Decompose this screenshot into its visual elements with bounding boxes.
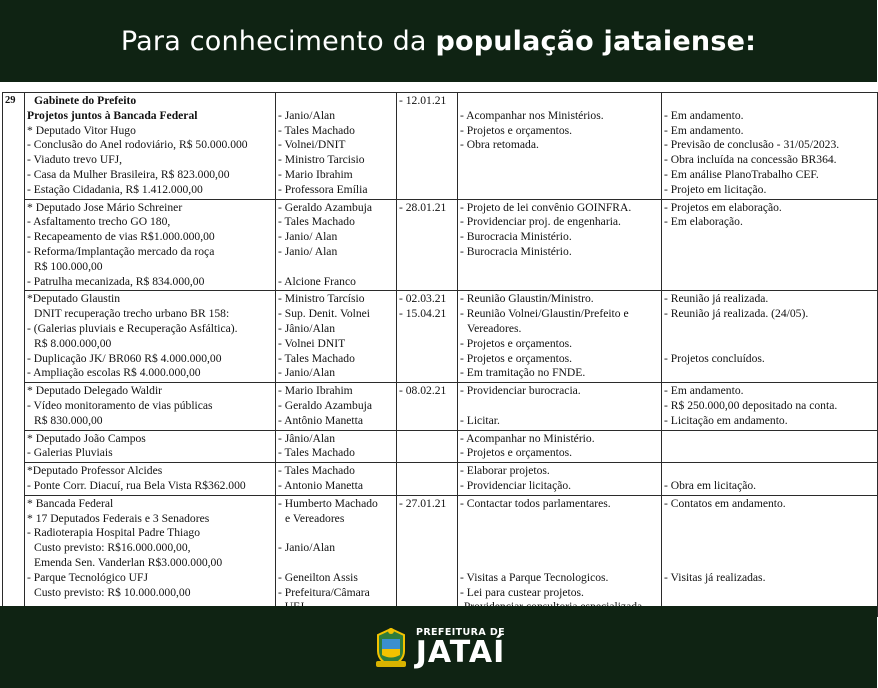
logo-main-text: JATAÍ (415, 634, 506, 670)
cell-line: - Humberto Machado (278, 496, 378, 510)
cell-line (664, 512, 875, 527)
cell-line: * Deputado João Campos (27, 431, 146, 445)
cell-line: - R$ 250.000,00 depositado na conta. (664, 398, 838, 412)
cell-line: - Em andamento. (664, 123, 744, 137)
cell-line: - Janio/ Alan (278, 244, 338, 258)
cell-line: - Vídeo monitoramento de vias públicas (27, 398, 213, 412)
cell-line: * Bancada Federal (27, 496, 114, 510)
cell-line: - Projetos em elaboração. (664, 200, 782, 214)
cell-line: - Geraldo Azambuja (278, 200, 373, 214)
cell-line: - Obra em licitação. (664, 478, 757, 492)
table-cell-col4 (458, 291, 662, 383)
cell-line: - Antônio Manetta (278, 413, 364, 427)
table-cell-col1 (25, 495, 276, 616)
cell-spacer (664, 94, 875, 109)
cell-line: * Deputado Jose Mário Schreiner (27, 200, 183, 214)
cell-spacer (278, 94, 394, 109)
table-cell-col3 (397, 383, 458, 430)
cell-line: - 28.01.21 (399, 200, 447, 214)
table-cell-col5 (662, 463, 878, 496)
table-row (3, 199, 878, 291)
cell-line: *Deputado Professor Alcides (27, 464, 163, 478)
cell-line: - Professora Emília (278, 182, 368, 196)
cell-line: - Projetos e orçamentos. (460, 123, 573, 137)
cell-line: - Projeto em licitação. (664, 182, 767, 196)
cell-line: - Asfaltamento trecho GO 180, (27, 215, 171, 229)
cell-line: - Janio/ Alan (278, 230, 338, 244)
cell-line: - Ponte Corr. Diacuí, rua Bela Vista R$362.000 (27, 478, 246, 492)
cell-line: - Lei para custear projetos. (460, 585, 584, 599)
cell-line: Vereadores. (467, 321, 522, 335)
cell-line: Custo previsto: R$ 10.000.000,00 (34, 585, 191, 599)
cell-line: - Parque Tecnológico UFJ (27, 570, 149, 584)
cell-line: - Em elaboração. (664, 215, 743, 229)
cell-line: - Providenciar licitação. (460, 478, 572, 492)
cell-line: - Viaduto trevo UFJ, (27, 153, 123, 167)
table-cell-col2 (276, 93, 397, 200)
table-cell-col4 (458, 430, 662, 463)
table-cell-col3 (397, 93, 458, 200)
cell-line: - Patrulha mecanizada, R$ 834.000,00 (27, 274, 205, 288)
cell-line: - Mario Ibrahim (278, 167, 353, 181)
bottom-banner (0, 606, 877, 688)
table-cell-col2 (276, 199, 397, 291)
cell-line: Custo previsto: R$16.000.000,00, (34, 541, 191, 555)
banner-title-regular: Para conhecimento da (120, 25, 436, 57)
cell-line: - Sup. Denit. Volnei (278, 307, 371, 321)
cell-line: DNIT recuperação trecho urbano BR 158: (34, 307, 230, 321)
cell-line: - Contactar todos parlamentares. (460, 496, 611, 510)
cell-spacer (460, 94, 659, 109)
cell-line: - Em andamento. (664, 384, 744, 398)
cell-line: - Tales Machado (278, 123, 355, 137)
cell-line: - (Galerias pluviais e Recuperação Asfáltica). (27, 321, 238, 335)
cell-line: R$ 8.000.000,00 (34, 336, 112, 350)
cell-line: - Contatos em andamento. (664, 496, 786, 510)
table-cell-col3 (397, 291, 458, 383)
cell-line (460, 556, 659, 571)
table-cell-col1 (25, 430, 276, 463)
cell-line: - Janio/Alan (278, 108, 335, 122)
prefeitura-logo (372, 625, 506, 669)
table-cell-col5 (662, 199, 878, 291)
cell-line: - Antonio Manetta (278, 478, 364, 492)
cell-line: - Burocracia Ministério. (460, 230, 572, 244)
cell-line: - Burocracia Ministério. (460, 244, 572, 258)
cell-line: - Visitas a Parque Tecnologicos. (460, 570, 609, 584)
table-cell-col5 (662, 291, 878, 383)
cell-line: - Obra retomada. (460, 138, 539, 152)
table-cell-col5 (662, 93, 878, 200)
document-page (0, 82, 877, 606)
cell-line: * 17 Deputados Federais e 3 Senadores (27, 511, 210, 525)
table-cell-col2 (276, 430, 397, 463)
cell-line: - Duplicação JK/ BR060 R$ 4.000.000,00 (27, 351, 222, 365)
cell-line: - Casa da Mulher Brasileira, R$ 823.000,00 (27, 167, 230, 181)
table-cell-col3 (397, 199, 458, 291)
cell-line: - Ampliação escolas R$ 4.000.000,00 (27, 366, 201, 380)
cell-line: R$ 830.000,00 (34, 413, 103, 427)
cell-line: - Projetos e orçamentos. (460, 446, 573, 460)
section-heading: Gabinete do Prefeito (34, 94, 137, 107)
table-cell-col5 (662, 495, 878, 616)
cell-line: - Reforma/Implantação mercado da roça (27, 244, 215, 258)
cell-line: - Tales Machado (278, 464, 355, 478)
cell-line (664, 556, 875, 571)
table-cell-col2 (276, 495, 397, 616)
table-cell-col1 (25, 463, 276, 496)
cell-line: - Em análise PlanoTrabalho CEF. (664, 167, 819, 181)
cell-line: Emenda Sen. Vanderlan R$3.000.000,00 (34, 555, 223, 569)
cell-line: - Reunião Volnei/Glaustin/Prefeito e (460, 307, 629, 321)
table-cell-col4 (458, 199, 662, 291)
cell-line: - 08.02.21 (399, 384, 447, 398)
table-cell-col5 (662, 383, 878, 430)
cell-line: - Acompanhar nos Ministérios. (460, 108, 604, 122)
table-row (3, 93, 878, 200)
cell-line: - Ministro Tarcísio (278, 292, 365, 306)
cell-line: - Galerias Pluviais (27, 446, 113, 460)
cell-line: - Volnei DNIT (278, 336, 346, 350)
table-cell-col4 (458, 383, 662, 430)
cell-line: e Vereadores (285, 511, 345, 525)
cell-line (664, 322, 875, 337)
cell-line: - Reunião já realizada. (24/05). (664, 307, 809, 321)
cell-line: - Reunião Glaustin/Ministro. (460, 292, 594, 306)
agenda-table (2, 92, 878, 617)
cell-line: - Tales Machado (278, 215, 355, 229)
cell-line (460, 541, 659, 556)
cell-line: - Previsão de conclusão - 31/05/2023. (664, 138, 840, 152)
cell-line (278, 260, 394, 275)
cell-line: - Projetos e orçamentos. (460, 336, 573, 350)
item-number: 29 (3, 93, 25, 617)
banner-title (121, 26, 756, 57)
table-cell-col1 (25, 199, 276, 291)
table-cell-col1 (25, 93, 276, 200)
cell-line: - Prefeitura/Câmara (278, 585, 370, 599)
cell-line (278, 556, 394, 571)
cell-line: - Tales Machado (278, 351, 355, 365)
table-cell-col3 (397, 495, 458, 616)
cell-line (460, 399, 659, 414)
section-heading: Projetos juntos à Bancada Federal (27, 108, 198, 122)
top-banner (0, 0, 877, 82)
cell-line: - Mario Ibrahim (278, 384, 353, 398)
table-row (3, 495, 878, 616)
cell-line: - Janio/Alan (278, 541, 335, 555)
cell-line: - 27.01.21 (399, 496, 447, 510)
table-cell-col2 (276, 291, 397, 383)
cell-line: - Projetos concluídos. (664, 351, 765, 365)
table-row (3, 463, 878, 496)
cell-line: * Deputado Vitor Hugo (27, 123, 136, 137)
table-row (3, 383, 878, 430)
cell-line: - Em andamento. (664, 108, 744, 122)
cell-line (460, 526, 659, 541)
table-row (3, 291, 878, 383)
cell-line (460, 512, 659, 527)
cell-line: - 12.01.21 (399, 94, 447, 107)
table-cell-col2 (276, 463, 397, 496)
banner-title-bold: população jataiense: (435, 25, 757, 57)
cell-line: - Jânio/Alan (278, 431, 335, 445)
cell-line: - Geneilton Assis (278, 570, 358, 584)
cell-line: - Recapeamento de vias R$1.000.000,00 (27, 230, 215, 244)
city-crest-icon (372, 625, 410, 669)
table-cell-col1 (25, 383, 276, 430)
table-cell-col3 (397, 430, 458, 463)
cell-line: - Janio/Alan (278, 366, 335, 380)
table-row (3, 430, 878, 463)
table-cell-col3 (397, 463, 458, 496)
cell-line (664, 464, 875, 479)
cell-line: - Projeto de lei convênio GOINFRA. (460, 200, 632, 214)
cell-line: - Tales Machado (278, 446, 355, 460)
cell-line: - Geraldo Azambuja (278, 398, 373, 412)
cell-line: - Licitar. (460, 413, 500, 427)
cell-line: - Alcione Franco (278, 274, 356, 288)
cell-line: - Jânio/Alan (278, 321, 335, 335)
table-cell-col4 (458, 495, 662, 616)
cell-line: R$ 100.000,00 (34, 259, 103, 273)
cell-line: - Providenciar burocracia. (460, 384, 581, 398)
table-cell-col2 (276, 383, 397, 430)
cell-line: - 15.04.21 (399, 307, 447, 321)
cell-line: - Obra incluída na concessão BR364. (664, 153, 837, 167)
cell-line: - 02.03.21 (399, 292, 447, 306)
table-cell-col4 (458, 93, 662, 200)
cell-line (278, 526, 394, 541)
cell-line: - Volnei/DNIT (278, 138, 346, 152)
cell-line: *Deputado Glaustin (27, 292, 121, 306)
logo-top-text: PREFEITURA DE (415, 626, 505, 638)
cell-line: * Deputado Delegado Waldir (27, 384, 163, 398)
cell-line: - Elaborar projetos. (460, 464, 550, 478)
cell-line: - Projetos e orçamentos. (460, 351, 573, 365)
cell-line: - Conclusão do Anel rodoviário, R$ 50.000.000 (27, 138, 248, 152)
table-cell-col1 (25, 291, 276, 383)
cell-line: - Providenciar proj. de engenharia. (460, 215, 621, 229)
table-cell-col4 (458, 463, 662, 496)
cell-line (664, 526, 875, 541)
cell-line: - Ministro Tarcisio (278, 153, 365, 167)
table-cell-col5 (662, 430, 878, 463)
cell-line: - Radioterapia Hospital Padre Thiago (27, 526, 201, 540)
cell-line (664, 541, 875, 556)
cell-line: - Acompanhar no Ministério. (460, 431, 595, 445)
cell-line: - Em tramitação no FNDE. (460, 366, 586, 380)
cell-line (664, 337, 875, 352)
cell-line: - Visitas já realizadas. (664, 570, 766, 584)
cell-line: - Reunião já realizada. (664, 292, 769, 306)
cell-line: - Estação Cidadania, R$ 1.412.000,00 (27, 182, 203, 196)
cell-line: - Licitação em andamento. (664, 413, 788, 427)
